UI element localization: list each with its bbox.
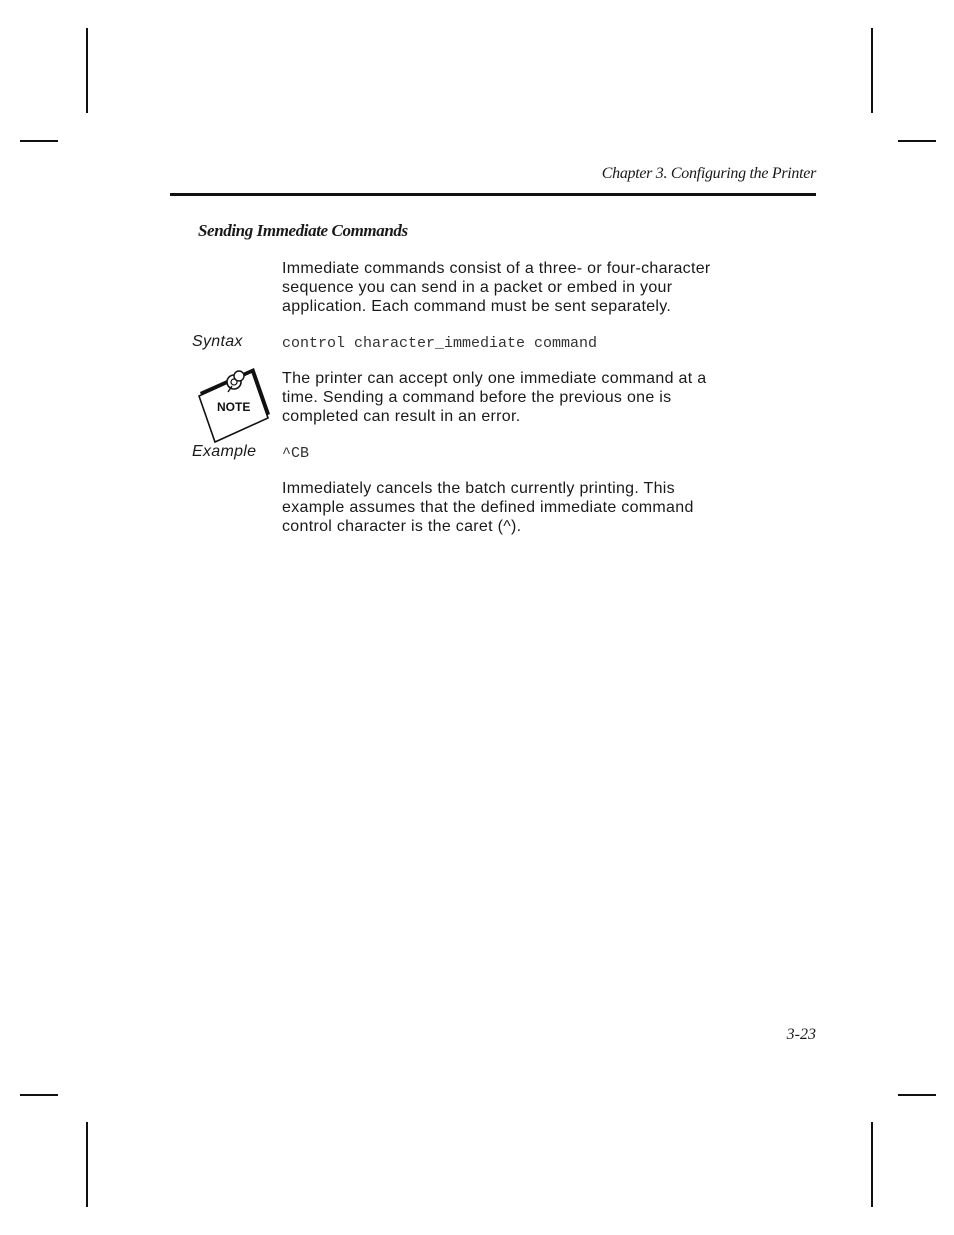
header-rule [170, 193, 816, 196]
syntax-label: Syntax [192, 333, 243, 350]
syntax-code: control character_immediate command [282, 335, 598, 352]
crop-mark-top-right-horizontal [898, 140, 936, 142]
crop-mark-bottom-right-horizontal [898, 1094, 936, 1096]
text-line: Immediately cancels the batch currently printing. This [282, 480, 675, 497]
text-line: sequence you can send in a packet or embed in your [282, 279, 673, 296]
note-paragraph [282, 369, 802, 426]
example-paragraph [282, 479, 802, 536]
text-line: example assumes that the defined immediate command [282, 499, 694, 516]
text-line: control character is the caret (^). [282, 518, 522, 535]
text-line: completed can result in an error. [282, 408, 521, 425]
page-number: 3-23 [786, 1026, 816, 1043]
crop-mark-bottom-left-vertical [86, 1122, 88, 1207]
crop-mark-top-right-vertical [871, 28, 873, 113]
note-icon-label: NOTE [217, 400, 251, 414]
text-line: time. Sending a command before the previous one is [282, 389, 672, 406]
intro-paragraph [282, 259, 802, 316]
running-header: Chapter 3. Configuring the Printer [601, 165, 816, 182]
crop-mark-top-left-vertical [86, 28, 88, 113]
text-line: Immediate commands consist of a three- or four-character [282, 260, 711, 277]
section-title: Sending Immediate Commands [198, 221, 408, 240]
example-code: ^CB [282, 445, 310, 462]
text-line: application. Each command must be sent separately. [282, 298, 672, 315]
text-line: The printer can accept only one immediate command at a [282, 370, 707, 387]
note-icon [194, 368, 272, 444]
example-label: Example [192, 443, 257, 460]
crop-mark-bottom-right-vertical [871, 1122, 873, 1207]
crop-mark-bottom-left-horizontal [20, 1094, 58, 1096]
crop-mark-top-left-horizontal [20, 140, 58, 142]
